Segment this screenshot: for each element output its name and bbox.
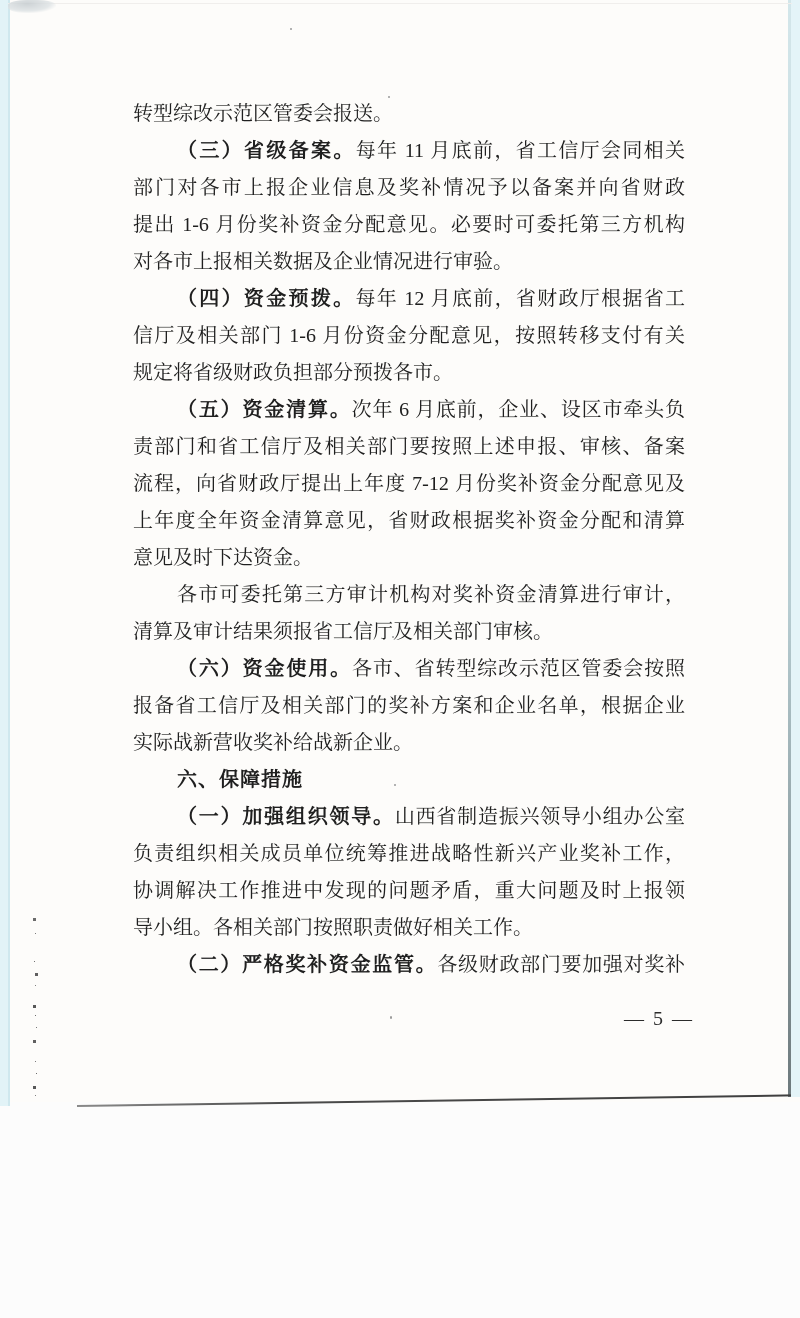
text-line: 实际战新营收奖补给战新企业。 xyxy=(133,732,413,754)
scan-smudge xyxy=(8,0,56,13)
scan-artifacts xyxy=(33,918,36,921)
chapter-heading: 六、保障措施 xyxy=(177,769,303,791)
text-line: （二）严格奖补资金监管。各级财政部门要加强对奖补 xyxy=(177,954,685,976)
text-line: （六）资金使用。各市、省转型综改示范区管委会按照 xyxy=(177,658,685,680)
document-body-text xyxy=(133,96,685,984)
text-line: 导小组。各相关部门按照职责做好相关工作。 xyxy=(133,917,533,939)
section-heading: （三）省级备案。 xyxy=(177,140,356,162)
text-line: 上年度全年资金清算意见，省财政根据奖补资金分配和清算 xyxy=(133,510,685,532)
section-heading: （二）严格奖补资金监管。 xyxy=(177,954,438,976)
scanner-edge-left xyxy=(0,0,10,1106)
page-number: — 5 — xyxy=(624,1008,694,1030)
text-line: 转型综改示范区管委会报送。 xyxy=(133,103,393,125)
text-line: 信厅及相关部门 1-6 月份资金分配意见，按照转移支付有关 xyxy=(133,325,685,347)
text-line: （五）资金清算。次年 6 月底前，企业、设区市牵头负 xyxy=(177,399,685,421)
section-heading: （五）资金清算。 xyxy=(177,399,352,421)
text-line: 意见及时下达资金。 xyxy=(133,547,313,569)
section-heading: （四）资金预拨。 xyxy=(177,288,356,310)
dust-speck xyxy=(390,1016,392,1019)
text-line: 对各市上报相关数据及企业情况进行审验。 xyxy=(133,251,513,273)
section-heading: （六）资金使用。 xyxy=(177,658,352,680)
text-line: 规定将省级财政负担部分预拨各市。 xyxy=(133,362,453,384)
section-heading: （一）加强组织领导。 xyxy=(177,806,395,828)
text-line: 提出 1-6 月份奖补资金分配意见。必要时可委托第三方机构 xyxy=(133,214,685,236)
text-line: （一）加强组织领导。山西省制造振兴领导小组办公室 xyxy=(177,806,685,828)
text-line: （三）省级备案。每年 11 月底前，省工信厅会同相关 xyxy=(177,140,685,162)
text-line: （四）资金预拨。每年 12 月底前，省财政厅根据省工 xyxy=(177,288,685,310)
text-line: 各市可委托第三方审计机构对奖补资金清算进行审计， xyxy=(177,584,685,606)
text-line: 责部门和省工信厅及相关部门要按照上述申报、审核、备案 xyxy=(133,436,685,458)
scan-hairline xyxy=(8,3,792,4)
scanner-background xyxy=(0,1102,800,1318)
text-line xyxy=(133,762,685,799)
dust-speck xyxy=(290,28,292,30)
text-line: 协调解决工作推进中发现的问题矛盾，重大问题及时上报领 xyxy=(133,880,685,902)
text-line: 负责组织相关成员单位统筹推进战略性新兴产业奖补工作， xyxy=(133,843,685,865)
scanner-edge-right xyxy=(791,0,800,1097)
text-line: 部门对各市上报企业信息及奖补情况予以备案并向省财政 xyxy=(133,177,685,199)
text-line: 报备省工信厅及相关部门的奖补方案和企业名单，根据企业 xyxy=(133,695,685,717)
text-line: 流程，向省财政厅提出上年度 7-12 月份奖补资金分配意见及 xyxy=(133,473,685,495)
text-line: 清算及审计结果须报省工信厅及相关部门审核。 xyxy=(133,621,553,643)
